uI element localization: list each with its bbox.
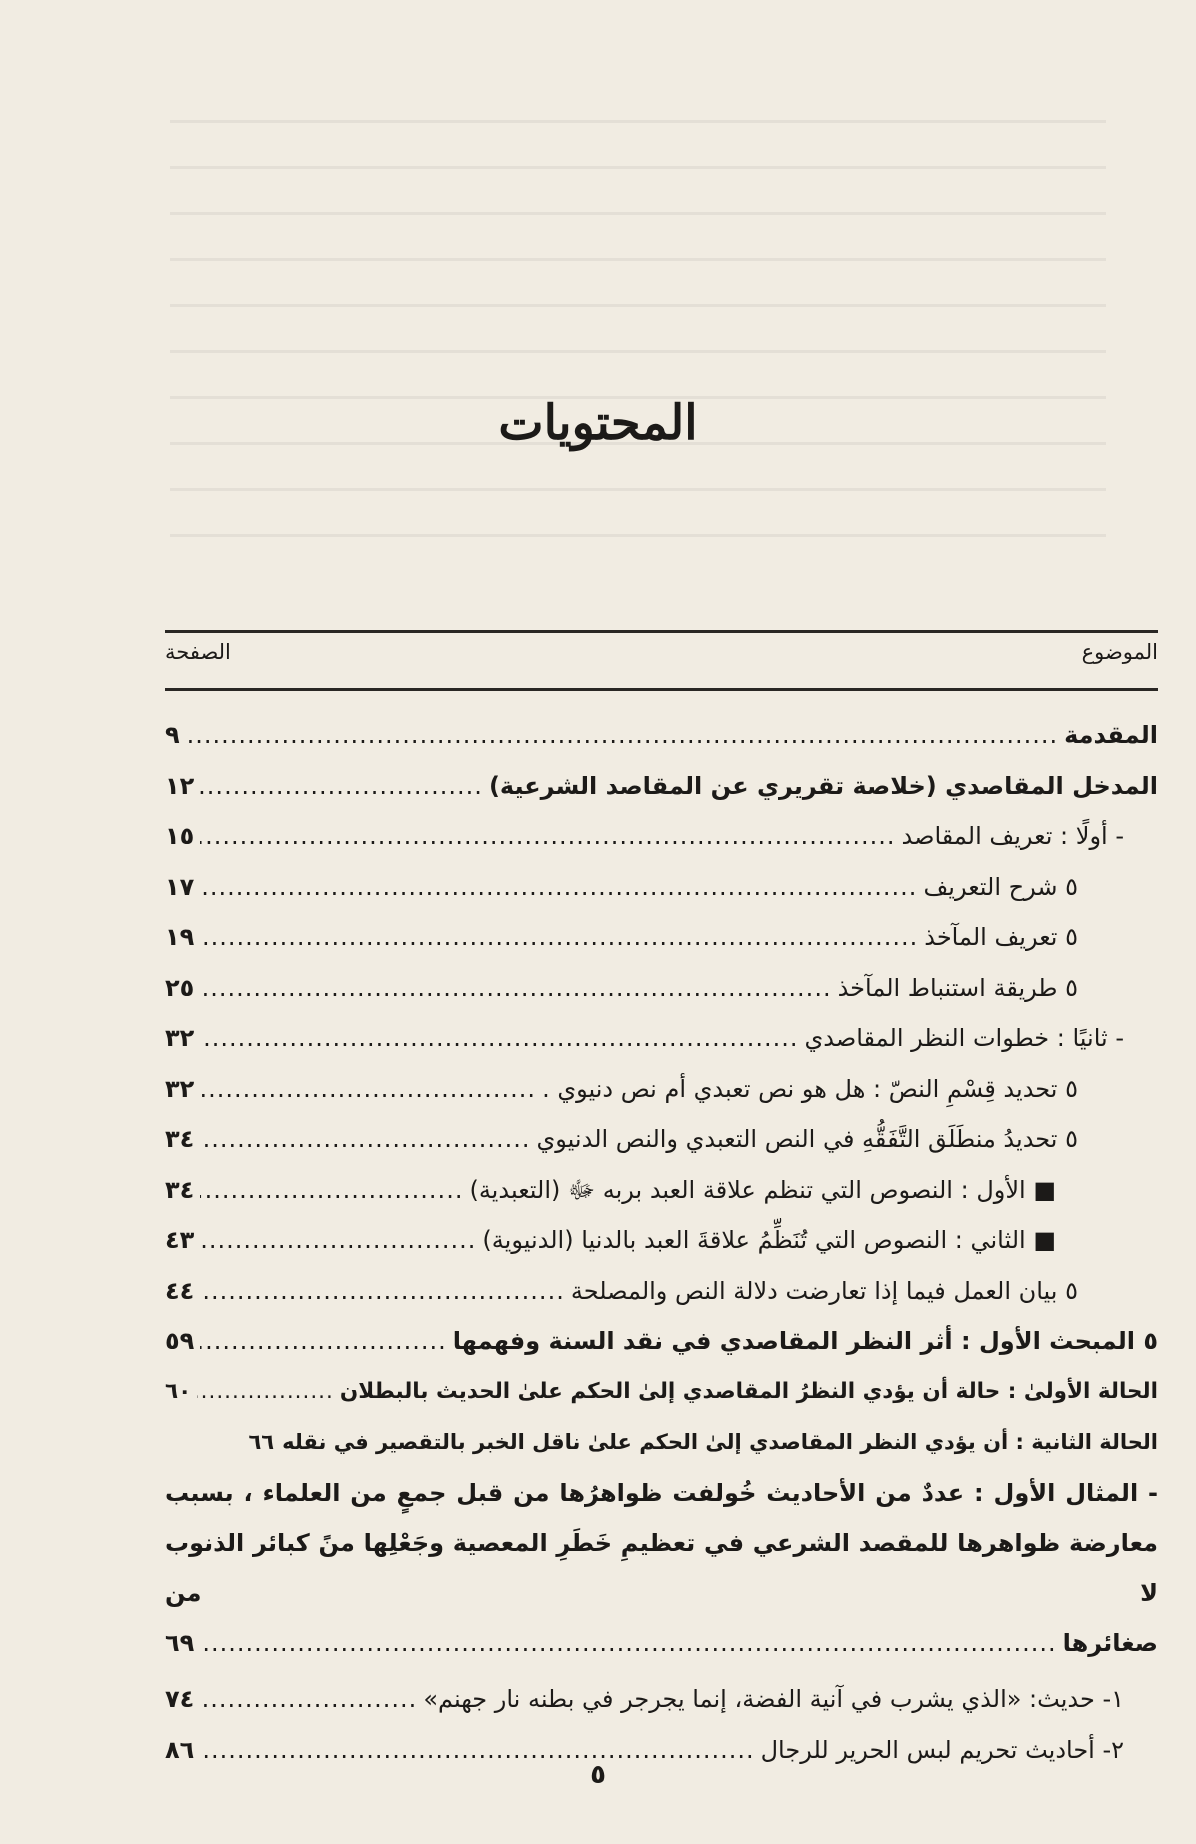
toc-entry [165,761,1158,812]
toc-entry [165,811,1158,862]
leader-dots [200,1266,565,1316]
entry-text: ٥ شرح التعريف [923,872,1078,901]
page-column-header: الصفحة [165,640,231,664]
leader-dots [200,1013,798,1063]
toc-entry [165,963,1158,1014]
bleed-through-text [170,90,1106,570]
entry-page: ١٢ [165,771,195,800]
entry-text: الحالة الثانية : أن يؤدي النظر المقاصدي إلىٰ الحكم علىٰ ناقل الخبر بالتقصير في نقله [282,1430,1158,1454]
page-number: ٥ [590,1760,606,1790]
entry-page: ١٩ [165,923,195,951]
leader-dots [197,1367,334,1417]
entry-text: المدخل المقاصدي (خلاصة تقريري عن المقاصد الشرعية) [488,771,1158,800]
entry-page: ٦٩ [165,1628,195,1657]
entry-page: ٤٣ [165,1226,195,1254]
entry-text: - أولًا : تعريف المقاصد [901,822,1124,850]
entry-text: ٥ بيان العمل فيما إذا تعارضت دلالة النص والمصلحة [570,1276,1078,1305]
toc-entry [165,1064,1158,1115]
leader-dots [200,1114,530,1164]
toc-entry [165,1165,1158,1216]
leader-dots [200,761,483,811]
entry-page: ٤٤ [165,1276,195,1305]
entry-page: ٣٢ [165,1074,195,1103]
entry-text: ٥ تحديد قِسْمِ النصّ : هل هو نص تعبدي أم نص دنيوي . [542,1074,1078,1103]
entry-text: ■ الثاني : النصوص التي تُنَظِّمُ علاقةَ العبد بالدنيا (الدنيوية) [482,1226,1056,1254]
toc-entry [165,1316,1158,1367]
toc-list [165,710,1158,1775]
entry-page: ١٥ [165,822,195,850]
header-bottom-rule [165,688,1158,691]
toc-entry [165,1013,1158,1064]
leader-dots [200,1165,463,1215]
toc-entry [165,1215,1158,1266]
entry-text: - ثانيًا : خطوات النظر المقاصدي [804,1024,1124,1052]
toc-entry [165,1674,1158,1725]
topic-column-header: الموضوع [1081,640,1158,664]
toc-entry [165,1367,1158,1418]
entry-page: ٦٦ [248,1430,275,1454]
toc-entry [165,1618,1158,1669]
entry-page: ١٧ [165,872,195,901]
entry-page: ٦٠ [165,1378,192,1404]
toc-entry [165,1417,1158,1468]
leader-dots [200,811,895,861]
leader-dots [200,963,831,1013]
entry-text: ٢- أحاديث تحريم لبس الحرير للرجال [760,1735,1124,1764]
toc-entry [165,862,1158,913]
entry-text: ١- حديث: «الذي يشرب في آنية الفضة، إنما يجرجر في بطنه نار جهنم» [423,1685,1124,1713]
leader-dots [200,1215,476,1265]
leader-dots [200,912,918,962]
leader-dots [200,1618,1056,1668]
entry-page: ٢٥ [165,973,195,1002]
entry-text: ٥ طريقة استنباط المآخذ [837,973,1078,1002]
entry-text: ٥ المبحث الأول : أثر النظر المقاصدي في نقد السنة وفهمها [452,1327,1158,1355]
entry-page: ٣٢ [165,1024,195,1052]
toc-header [165,640,1158,664]
entry-page: ٥٩ [165,1327,195,1355]
leader-dots [200,1674,417,1724]
entry-page: ٣٤ [165,1175,195,1204]
entry-page: ٧٤ [165,1685,195,1713]
entry-page: ٨٦ [165,1735,195,1764]
leader-dots [200,1064,536,1114]
entry-text: ٥ تحديدُ منطَلَق التَّفَقُّهِ في النص التعبدي والنص الدنيوي [536,1125,1078,1153]
toc-entry [165,710,1158,761]
leader-dots [186,710,1058,760]
entry-text: صغائرها [1062,1628,1158,1657]
leader-dots [200,1316,446,1366]
entry-text: المقدمة [1064,721,1158,749]
toc-entry-multiline: - المثال الأول : عددٌ من الأحاديث خُولفت ظواهرُها من قبل جمعٍ من العلماء ، بسبب معارضة ظواهرها للمقصد الشرعي في تعظيمِ خَطَرِ المعصية وجَعْلِها منً كبائر الذنوب لا من [165,1478,1158,1607]
entry-text: الحالة الأولىٰ : حالة أن يؤدي النظرُ المقاصدي إلىٰ الحكم علىٰ الحديث بالبطلان [339,1378,1158,1404]
toc-entry [165,1266,1158,1317]
entry-page: ٩ [165,721,180,749]
entry-text: ٥ تعريف المآخذ [924,923,1078,951]
entry-text: ■ الأول : النصوص التي تنظم علاقة العبد بربه ﷻ (التعبدية) [469,1175,1056,1204]
toc-entry [165,912,1158,963]
entry-page: ٣٤ [165,1125,195,1153]
header-top-rule [165,630,1158,633]
page-title: المحتويات [498,395,698,451]
leader-dots [200,862,917,912]
toc-entry [165,1114,1158,1165]
